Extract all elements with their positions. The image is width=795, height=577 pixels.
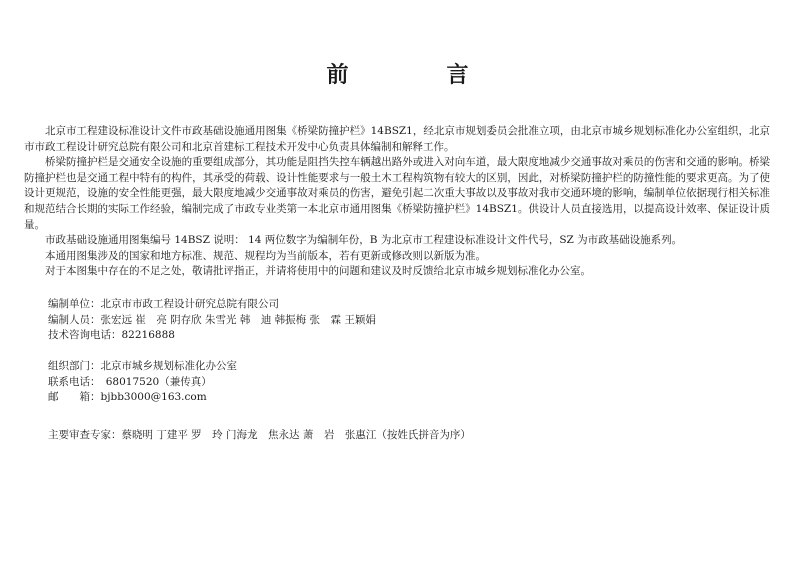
paragraph-standards: 本通用图集涉及的国家和地方标准、规范、规程均为当前版本，若有更新或修改则以新版为准。 — [45, 249, 486, 262]
editor-staff: 编制人员：张宏远 崔 亮 阴存欣 朱雪光 韩 迪 韩振梅 张 霖 王颖娟 — [48, 313, 376, 326]
org-phone: 联系电话： 68017520（兼传真） — [48, 375, 212, 388]
org-department: 组织部门：北京市城乡规划标准化办公室 — [48, 360, 237, 372]
editor-info — [48, 297, 376, 344]
paragraph-function: 桥梁防撞护栏是交通安全设施的重要组成部分，其功能是阻挡失控车辆越出路外或进入对向车道，最大限度地减少交通事故对乘员的伤害和交通的影响。桥梁防撞护栏也是交通工程中特有的构件，其承受的荷载、设计性能要求与一般土木工程构筑物有较大的区别，因此，对桥梁防撞护栏的防撞性能的要求更高。为了使设计更规范，设施的安全性能更强，最大限度地减少交通事故对乘员的伤害，避免引起二次重大事故以及事故对我市交通环境的影响，编制单位依据现行相关标准和规范结合长期的实际工作经验，编制完成了市政专业类第一本北京市通用图集《桥梁防撞护栏》14BSZ1。供设计人员直接选用，以提高设计效率、保证设计质量。 — [24, 156, 770, 231]
editor-unit: 编制单位：北京市市政工程设计研究总院有限公司 — [48, 298, 279, 310]
paragraph-intro: 北京市工程建设标准设计文件市政基础设施通用图集《桥梁防撞护栏》14BSZ1，经北京市规划委员会批准立项，由北京市城乡规划标准化办公室组织，北京市市政工程设计研究总院有限公司和北京首建标工程技术开发中心负责具体编制和解释工作。 — [24, 125, 770, 153]
review-info — [48, 428, 471, 444]
paragraph-feedback: 对于本图集中存在的不足之处，敬请批评指正，并请将使用中的问题和建议及时反馈给北京市城乡规划标准化办公室。 — [45, 265, 591, 278]
paragraph-numbering: 市政基础设施通用图集编号 14BSZ 说明： 14 两位数字为编制年份，B 为北京市工程建设标准设计文件代号，SZ 为市政基础设施系列。 — [45, 234, 683, 247]
review-experts: 主要审查专家：蔡晓明 丁建平 罗 玲 门海龙 焦永达 萧 岩 张惠江（按姓氏拼音为序） — [48, 429, 471, 441]
tech-phone: 技术咨询电话：82216888 — [48, 329, 175, 342]
preface-body — [24, 124, 770, 280]
page-title: 前 言 — [326, 63, 507, 88]
org-email: 邮 箱：bjbb3000@163.com — [48, 391, 207, 404]
organization-info — [48, 359, 237, 406]
